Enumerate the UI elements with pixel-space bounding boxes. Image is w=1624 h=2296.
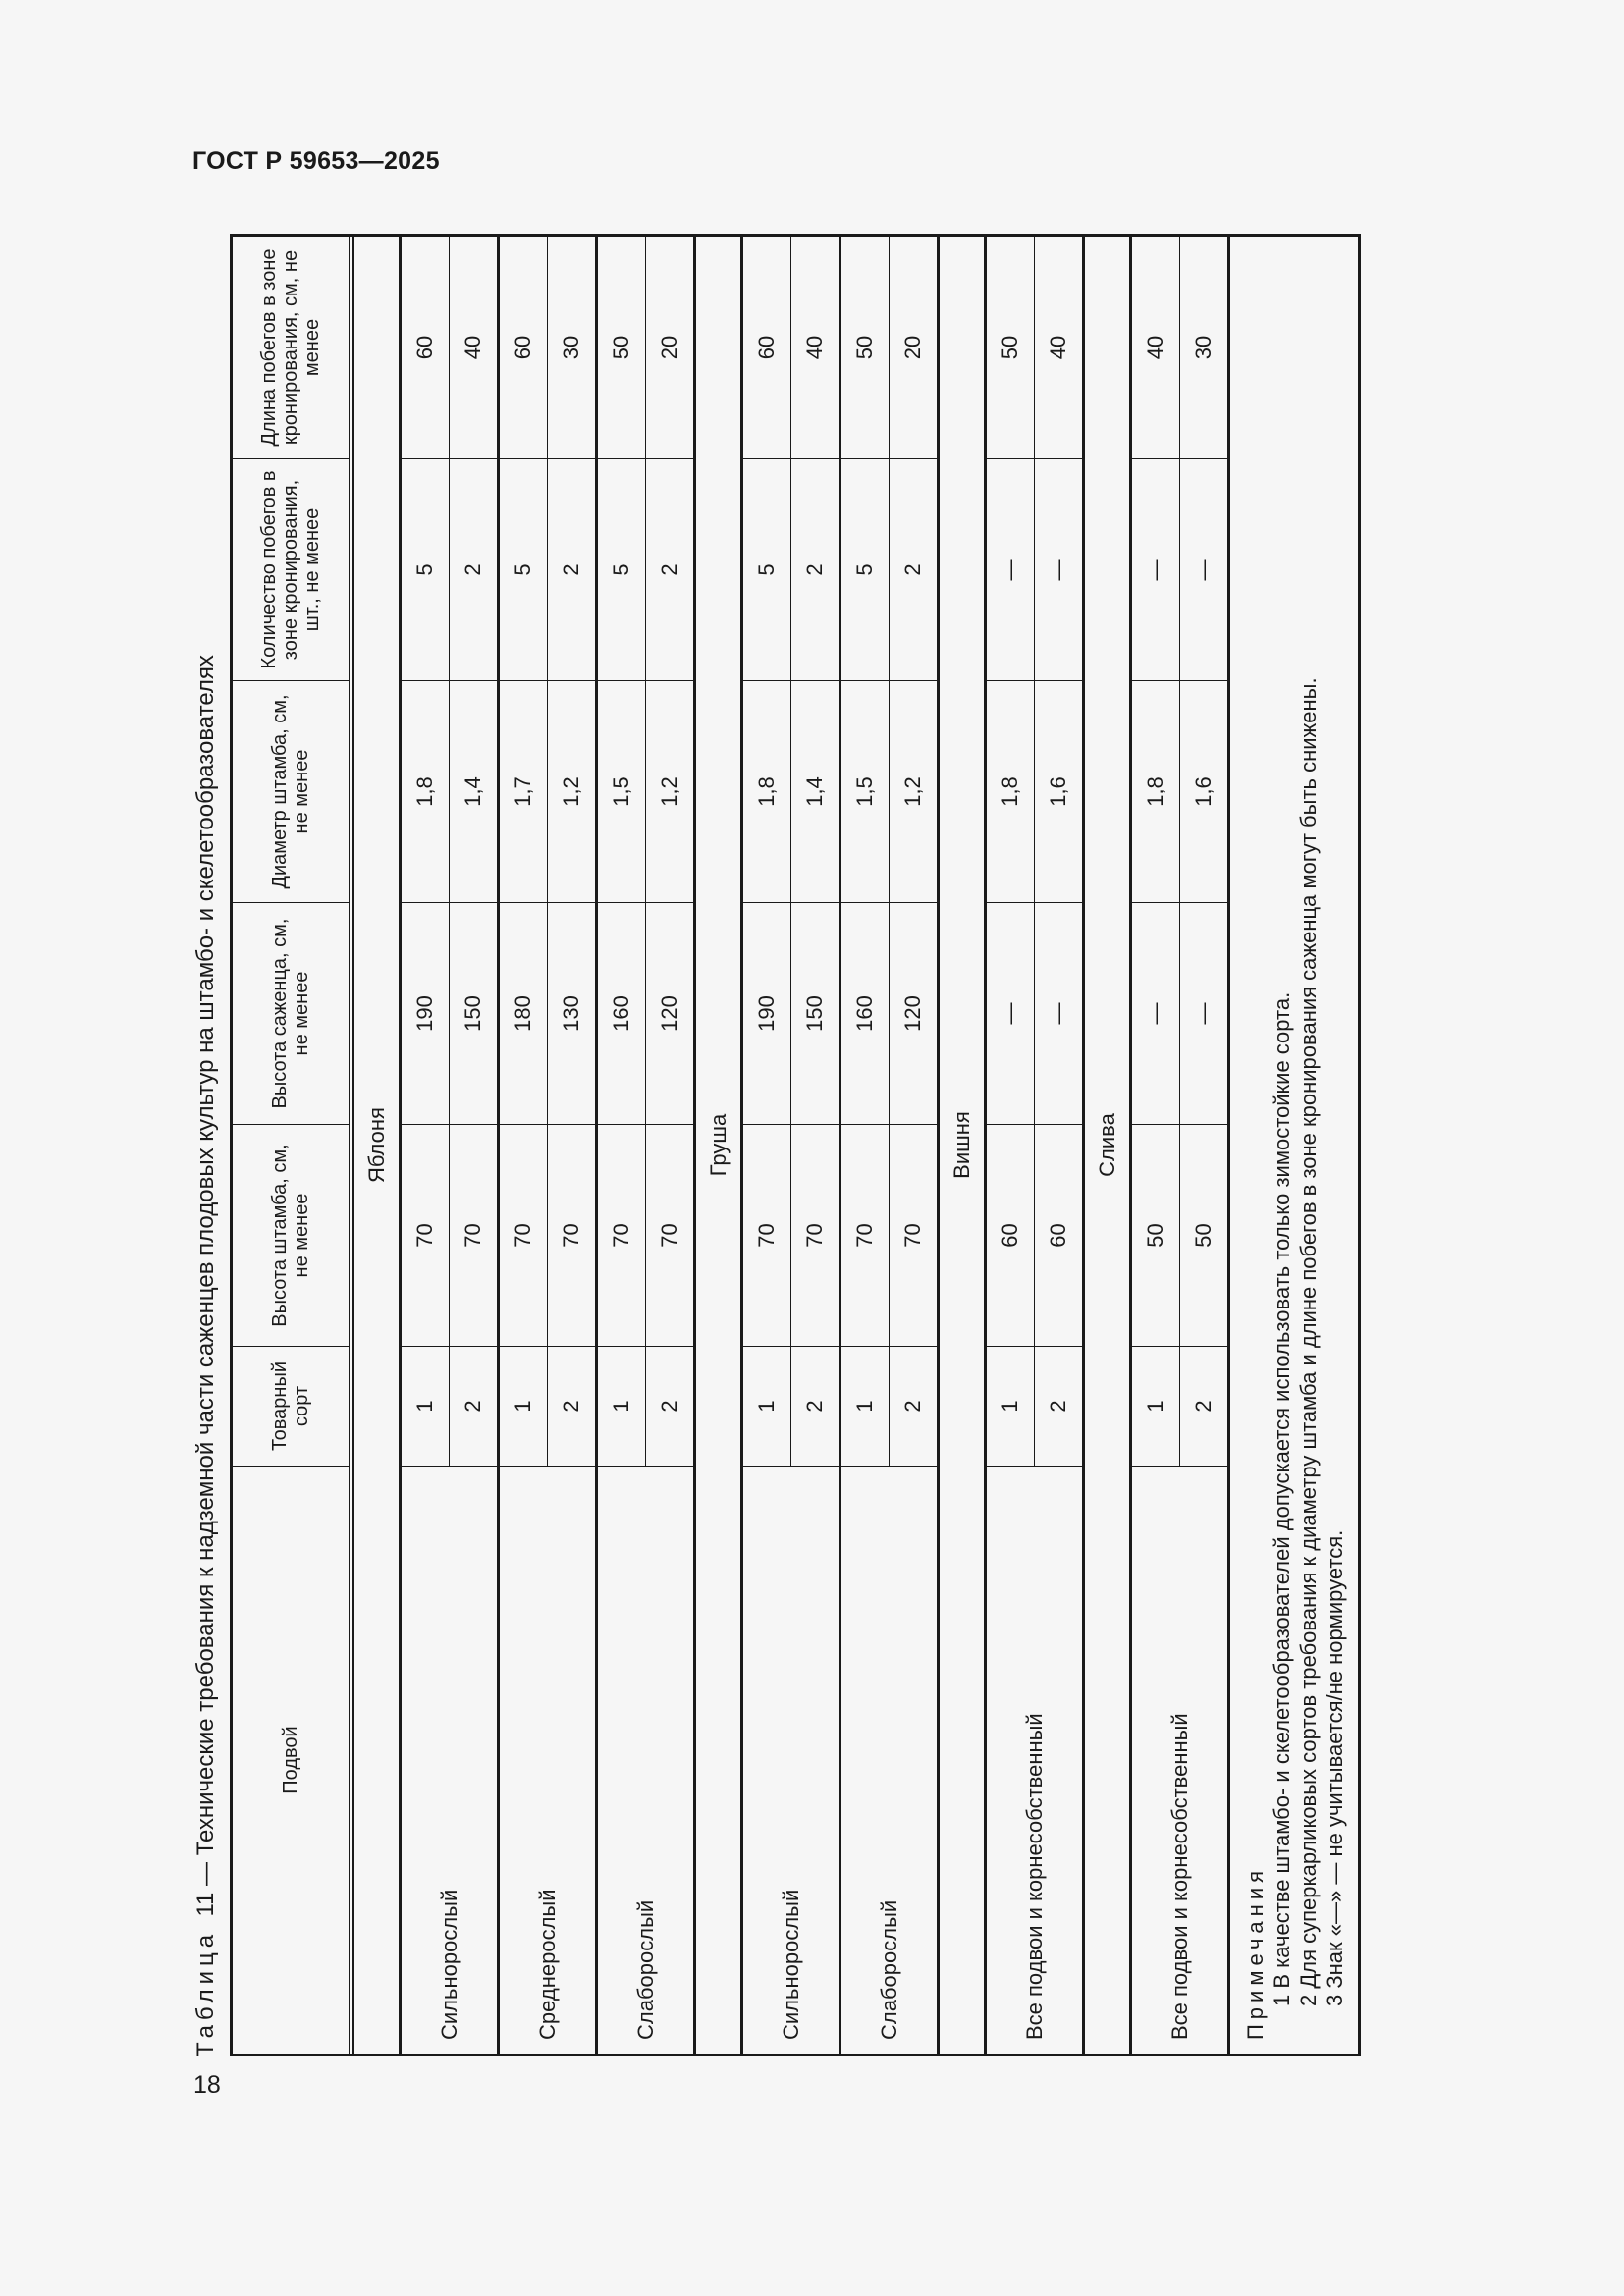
col-header-shoot-count: Количество побегов в зоне кронирования, шт., не менее: [232, 459, 350, 681]
note-item: 3 Знак «—» — не учитывается/не нормируется.: [1323, 1529, 1347, 2006]
cell-seedling-height: 160: [840, 903, 890, 1125]
table-row: [986, 236, 1035, 2056]
cell-shoot-count: 2: [646, 459, 695, 681]
cell-grade: 1: [1131, 1347, 1180, 1467]
cell-stem-diameter: 1,8: [1131, 681, 1180, 903]
notes-cell: [1229, 236, 1360, 2056]
cell-stem-height: 70: [499, 1125, 548, 1347]
notes-row: [1229, 236, 1360, 2056]
cell-seedling-height: —: [986, 903, 1035, 1125]
table-row: [597, 236, 646, 2056]
cell-stem-diameter: 1,2: [548, 681, 597, 903]
cell-shoot-length: 30: [1180, 236, 1229, 459]
cell-seedling-height: 160: [597, 903, 646, 1125]
cell-grade: 1: [840, 1347, 890, 1467]
cell-shoot-length: 60: [499, 236, 548, 459]
cell-stem-height: 70: [791, 1125, 840, 1347]
cell-rootstock: Все подвои и корнесобственный: [986, 1467, 1084, 2056]
cell-shoot-length: 60: [742, 236, 791, 459]
cell-stem-height: 70: [597, 1125, 646, 1347]
cell-grade: 2: [646, 1347, 695, 1467]
section-label: Яблоня: [353, 236, 401, 2056]
cell-grade: 2: [1180, 1347, 1229, 1467]
cell-rootstock: Сильнорослый: [401, 1467, 499, 2056]
cell-grade: 2: [890, 1347, 939, 1467]
cell-stem-diameter: 1,4: [450, 681, 499, 903]
cell-seedling-height: —: [1035, 903, 1084, 1125]
note-item: 1 В качестве штамбо- и скелетообразователей допускается использовать только зимостойкие сорта.: [1270, 991, 1294, 2006]
cell-shoot-length: 40: [450, 236, 499, 459]
cell-stem-diameter: 1,8: [986, 681, 1035, 903]
col-header-stem-height: Высота штамба, см, не менее: [232, 1125, 350, 1347]
cell-rootstock: Слаборослый: [840, 1467, 939, 2056]
table-row: [840, 236, 890, 2056]
cell-shoot-count: 5: [401, 459, 450, 681]
table-caption-prefix: Таблица: [192, 1929, 219, 2056]
cell-seedling-height: 120: [646, 903, 695, 1125]
cell-stem-diameter: 1,5: [840, 681, 890, 903]
cell-stem-height: 70: [840, 1125, 890, 1347]
cell-seedling-height: 150: [791, 903, 840, 1125]
cell-shoot-count: —: [986, 459, 1035, 681]
cell-shoot-length: 60: [401, 236, 450, 459]
cell-shoot-count: —: [1131, 459, 1180, 681]
cell-seedling-height: 190: [401, 903, 450, 1125]
rotated-table-block: [192, 237, 1347, 2056]
section-row: [695, 236, 742, 2056]
cell-grade: 1: [499, 1347, 548, 1467]
cell-seedling-height: 130: [548, 903, 597, 1125]
cell-shoot-length: 20: [646, 236, 695, 459]
cell-stem-diameter: 1,2: [890, 681, 939, 903]
cell-shoot-length: 20: [890, 236, 939, 459]
page-number: 18: [193, 2071, 221, 2099]
table-row: [742, 236, 791, 2056]
cell-grade: 1: [986, 1347, 1035, 1467]
cell-stem-height: 70: [890, 1125, 939, 1347]
cell-shoot-count: 2: [548, 459, 597, 681]
col-header-stem-diameter: Диаметр штамба, см, не менее: [232, 681, 350, 903]
cell-stem-height: 70: [646, 1125, 695, 1347]
col-header-seedling-height: Высота саженца, см, не менее: [232, 903, 350, 1125]
cell-stem-height: 70: [548, 1125, 597, 1347]
cell-seedling-height: —: [1180, 903, 1229, 1125]
section-label: Слива: [1084, 236, 1131, 2056]
cell-stem-diameter: 1,8: [742, 681, 791, 903]
cell-shoot-length: 30: [548, 236, 597, 459]
requirements-table: [230, 234, 1361, 2056]
cell-shoot-count: —: [1180, 459, 1229, 681]
section-label: Груша: [695, 236, 742, 2056]
cell-shoot-length: 40: [1035, 236, 1084, 459]
cell-stem-height: 70: [450, 1125, 499, 1347]
cell-seedling-height: 120: [890, 903, 939, 1125]
cell-seedling-height: 190: [742, 903, 791, 1125]
section-row: [1084, 236, 1131, 2056]
cell-shoot-count: 2: [791, 459, 840, 681]
cell-stem-height: 50: [1180, 1125, 1229, 1347]
cell-shoot-length: 50: [840, 236, 890, 459]
section-row: [353, 236, 401, 2056]
cell-grade: 2: [548, 1347, 597, 1467]
cell-grade: 2: [1035, 1347, 1084, 1467]
cell-rootstock: Среднерослый: [499, 1467, 597, 2056]
cell-stem-height: 70: [401, 1125, 450, 1347]
cell-stem-diameter: 1,6: [1035, 681, 1084, 903]
cell-stem-height: 60: [986, 1125, 1035, 1347]
cell-rootstock: Слаборослый: [597, 1467, 695, 2056]
section-label: Вишня: [939, 236, 986, 2056]
cell-shoot-length: 40: [791, 236, 840, 459]
cell-rootstock: Все подвои и корнесобственный: [1131, 1467, 1229, 2056]
table-row: [1131, 236, 1180, 2056]
cell-grade: 2: [791, 1347, 840, 1467]
cell-rootstock: Сильнорослый: [742, 1467, 840, 2056]
cell-shoot-count: 5: [742, 459, 791, 681]
cell-shoot-count: —: [1035, 459, 1084, 681]
cell-stem-diameter: 1,8: [401, 681, 450, 903]
cell-seedling-height: 180: [499, 903, 548, 1125]
table-row: [401, 236, 450, 2056]
col-header-grade: Товарный сорт: [232, 1347, 350, 1467]
cell-stem-diameter: 1,5: [597, 681, 646, 903]
note-item: 2 Для суперкарликовых сортов требования к диаметру штамба и длине побегов в зоне кронирования саженца могут быть снижены.: [1296, 677, 1321, 2006]
cell-grade: 1: [742, 1347, 791, 1467]
cell-grade: 1: [401, 1347, 450, 1467]
cell-shoot-count: 2: [890, 459, 939, 681]
cell-seedling-height: 150: [450, 903, 499, 1125]
table-row: [499, 236, 548, 2056]
cell-shoot-length: 50: [597, 236, 646, 459]
cell-stem-diameter: 1,2: [646, 681, 695, 903]
notes-title: Примечания: [1243, 1865, 1268, 2040]
cell-grade: 2: [450, 1347, 499, 1467]
table-caption: [192, 237, 230, 2056]
cell-grade: 1: [597, 1347, 646, 1467]
cell-stem-diameter: 1,4: [791, 681, 840, 903]
table-caption-number: 11: [192, 1892, 219, 1917]
cell-shoot-count: 5: [499, 459, 548, 681]
cell-stem-height: 60: [1035, 1125, 1084, 1347]
cell-shoot-length: 50: [986, 236, 1035, 459]
cell-shoot-count: 5: [597, 459, 646, 681]
col-header-rootstock: Подвой: [232, 1467, 350, 2056]
cell-shoot-count: 2: [450, 459, 499, 681]
cell-seedling-height: —: [1131, 903, 1180, 1125]
cell-stem-height: 50: [1131, 1125, 1180, 1347]
col-header-shoot-length: Длина побегов в зоне кронирования, см, не менее: [232, 236, 350, 459]
cell-stem-height: 70: [742, 1125, 791, 1347]
table-header-row: [232, 236, 350, 2056]
cell-shoot-length: 40: [1131, 236, 1180, 459]
section-row: [939, 236, 986, 2056]
cell-stem-diameter: 1,7: [499, 681, 548, 903]
document-title: ГОСТ Р 59653—2025: [192, 147, 440, 175]
cell-shoot-count: 5: [840, 459, 890, 681]
cell-stem-diameter: 1,6: [1180, 681, 1229, 903]
table-caption-text: — Технические требования к надземной части саженцев плодовых культур на штамбо- и скелетообразователях: [192, 655, 219, 1886]
